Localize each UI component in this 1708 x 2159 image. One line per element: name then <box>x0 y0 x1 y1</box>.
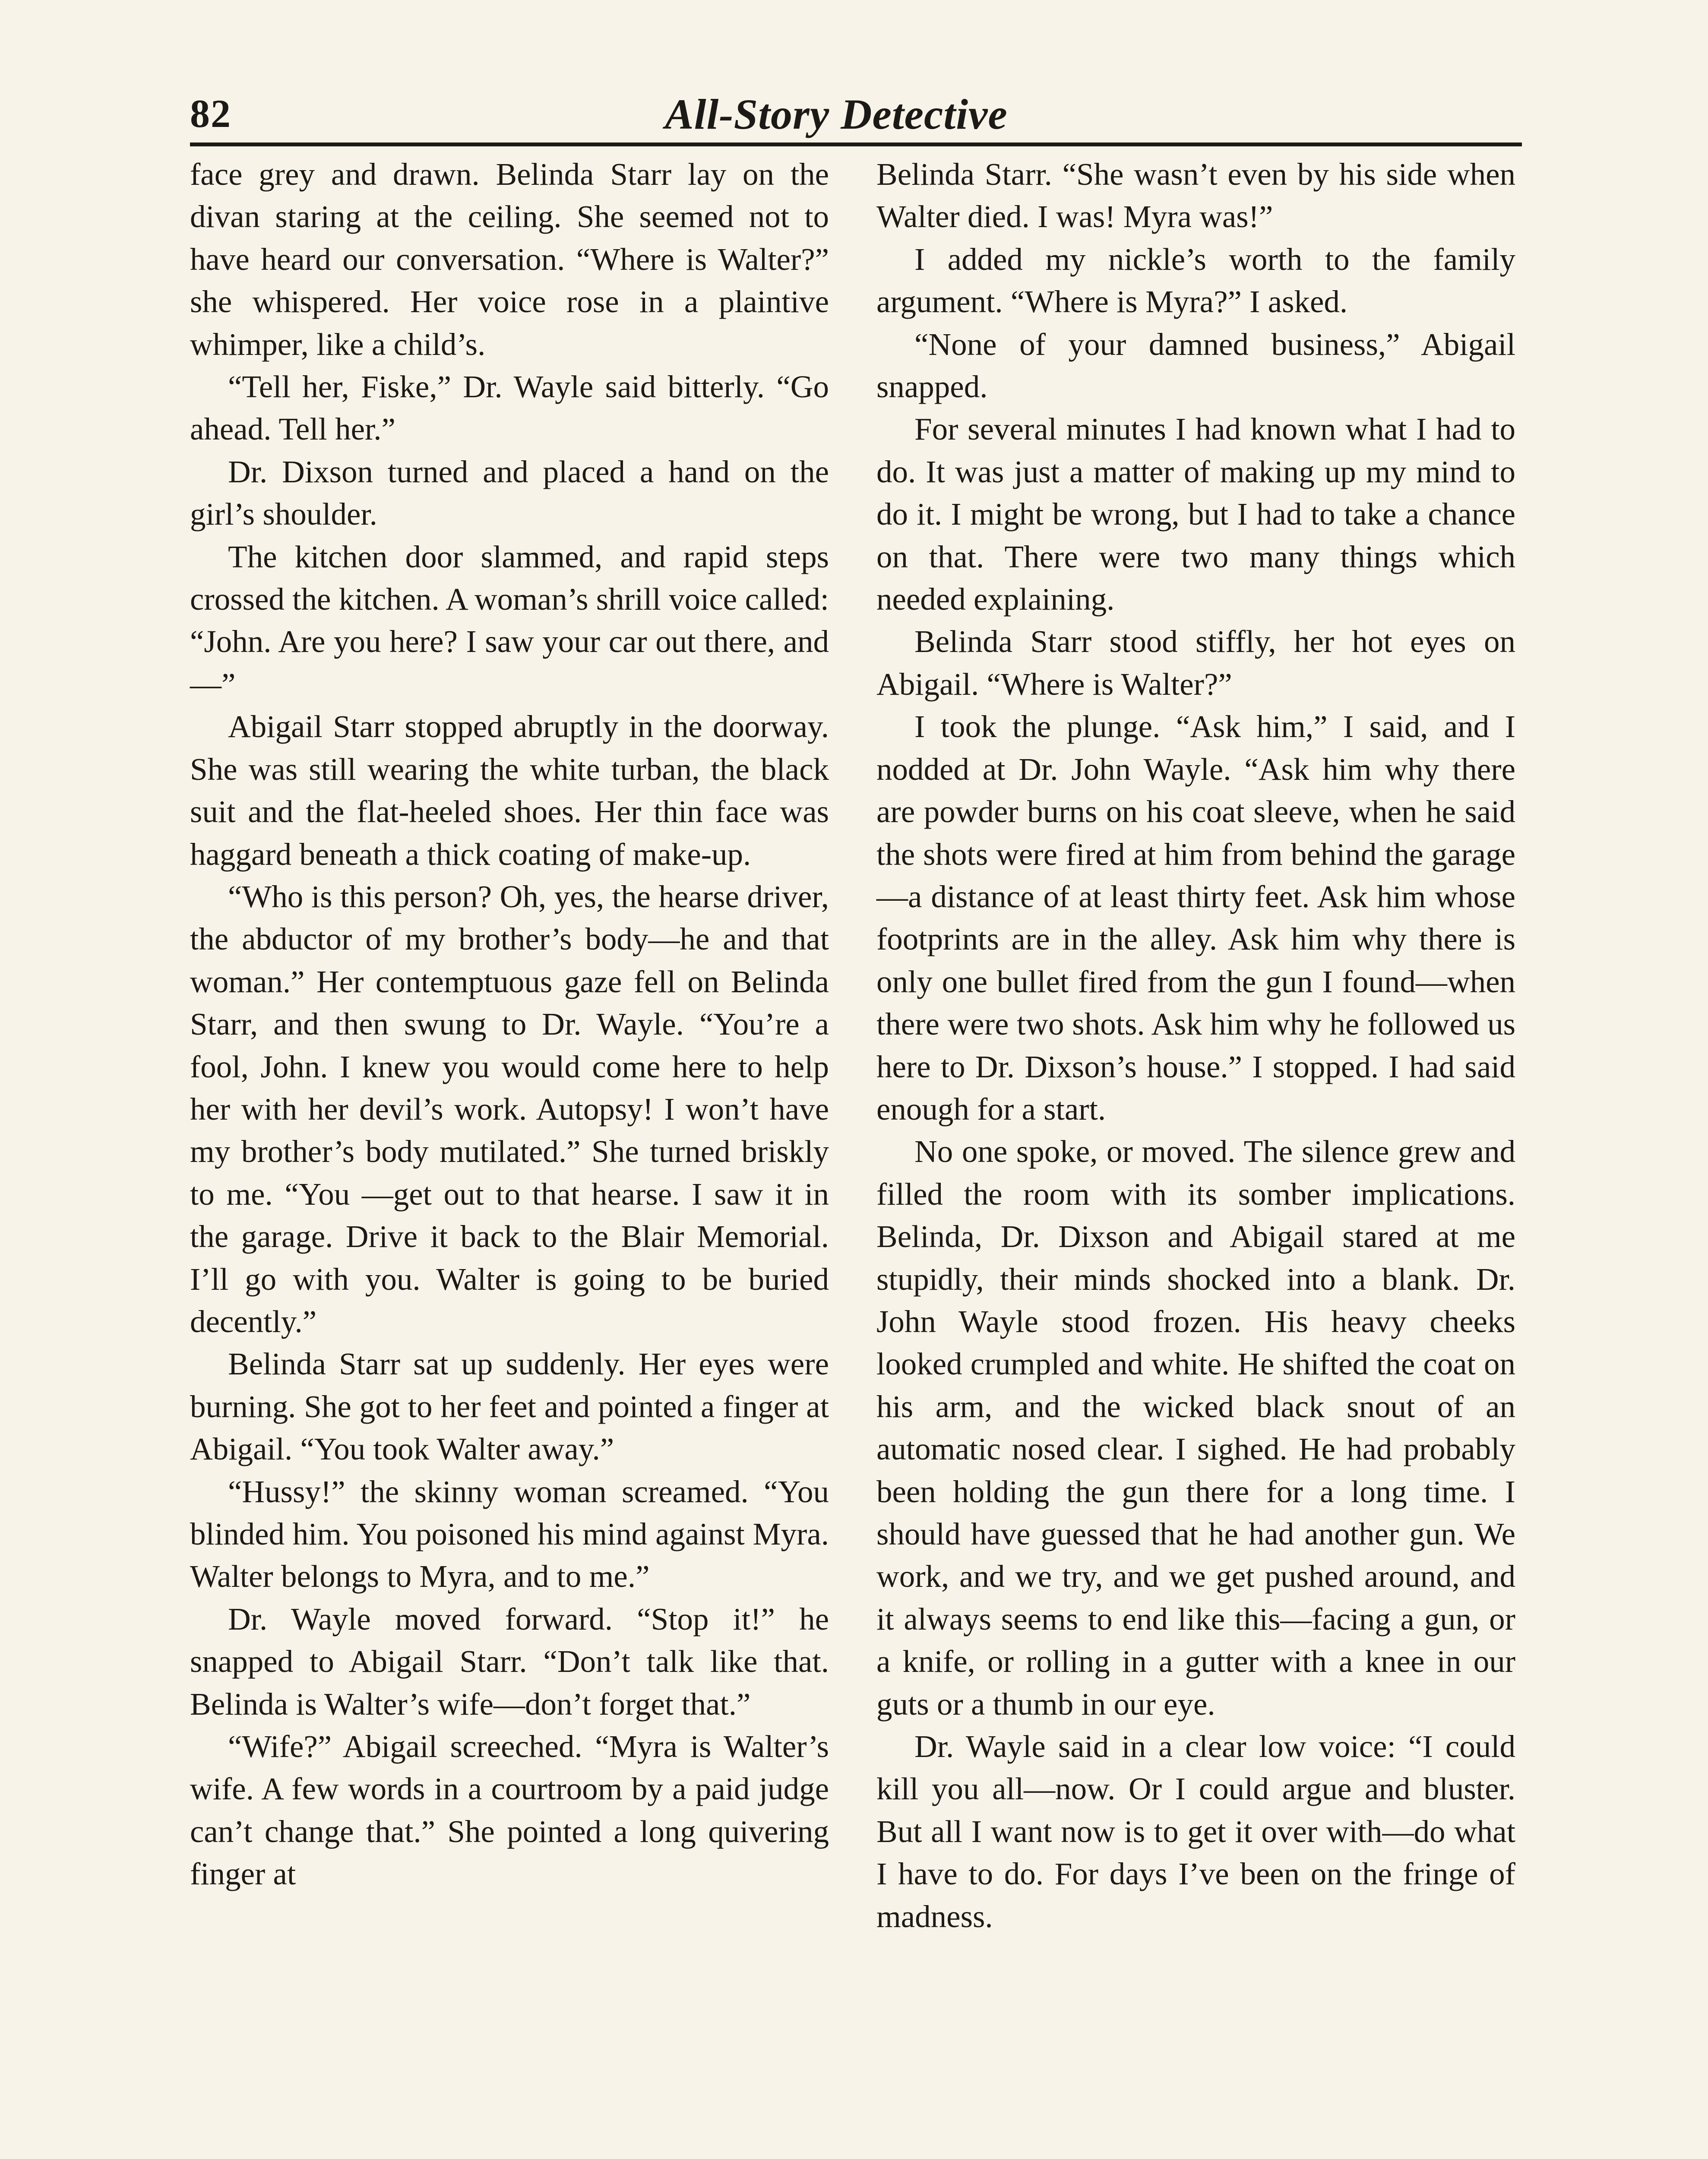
page-number: 82 <box>190 92 231 136</box>
paragraph: “Who is this person? Oh, yes, the hearse driver, the abductor of my brother’s body—he and that woman.” Her contemptuous gaze fell on Belinda Starr, and then swung to Dr. Wayle. “You’re a fool, John. I knew you would come here to help her with her devil’s work. Autopsy! I won’t have my brother’s body mutilated.” She turned briskly to me. “You —get out to that hearse. I saw it in the garage. Drive it back to the Blair Memorial. I’ll go with you. Walter is going to be buried decently.” <box>190 879 829 1339</box>
paragraph: face grey and drawn. Belinda Starr lay on the divan staring at the ceiling. She seemed not to have heard our conversation. “Where is Walter?” she whispered. Her voice rose in a plaintive whimper, like a child’s. <box>190 157 829 362</box>
left-column <box>190 153 829 1896</box>
paragraph: Dr. Wayle said in a clear low voice: “I could kill you all—now. Or I could argue and bluster. But all I want now is to get it over with—do what I have to do. For days I’ve been on the fringe of madness. <box>876 1729 1515 1934</box>
page-header <box>190 82 1522 146</box>
paragraph: “Hussy!” the skinny woman screamed. “You blinded him. You poisoned his mind against Myra. Walter belongs to Myra, and to me.” <box>190 1474 829 1594</box>
magazine-title: All-Story Detective <box>665 90 1008 138</box>
paragraph: Belinda Starr sat up suddenly. Her eyes were burning. She got to her feet and pointed a finger at Abigail. “You took Walter away.” <box>190 1346 829 1467</box>
paragraph: Dr. Dixson turned and placed a hand on the girl’s shoulder. <box>190 454 829 532</box>
paragraph: “Wife?” Abigail screeched. “Myra is Walter’s wife. A few words in a courtroom by a paid judge can’t change that.” She pointed a long quivering finger at <box>190 1729 829 1892</box>
paragraph: Belinda Starr stood stiffly, her hot eyes on Abigail. “Where is Walter?” <box>876 624 1515 702</box>
paragraph: I added my nickle’s worth to the family argument. “Where is Myra?” I asked. <box>876 241 1515 320</box>
paragraph: Abigail Starr stopped abruptly in the doorway. She was still wearing the white turban, the black suit and the flat-heeled shoes. Her thin face was haggard beneath a thick coating of make-up. <box>190 709 829 872</box>
paragraph: Dr. Wayle moved forward. “Stop it!” he snapped to Abigail Starr. “Don’t talk like that. Belinda is Walter’s wife—don’t forget that.” <box>190 1601 829 1722</box>
paragraph: For several minutes I had known what I had to do. It was just a matter of making up my mind to do it. I might be wrong, but I had to take a chance on that. There were two many things which needed explaining. <box>876 412 1515 617</box>
paragraph: “Tell her, Fiske,” Dr. Wayle said bitterly. “Go ahead. Tell her.” <box>190 369 829 447</box>
paragraph: Belinda Starr. “She wasn’t even by his side when Walter died. I was! Myra was!” <box>876 157 1515 234</box>
paragraph: “None of your damned business,” Abigail snapped. <box>876 326 1515 405</box>
paragraph: No one spoke, or moved. The silence grew and filled the room with its somber implications. Belinda, Dr. Dixson and Abigail stared at me stupidly, their minds shocked into a blank. Dr. John Wayle stood frozen. His heavy cheeks looked crumpled and white. He shifted the coat on his arm, and the wicked black snout of an automatic nosed clear. I sighed. He had probably been holding the gun there for a long time. I should have guessed that he had another gun. We work, and we try, and we get pushed around, and it always seems to end like this—facing a gun, or a knife, or rolling in a gutter with a knee in our guts or a thumb in our eye. <box>876 1134 1515 1722</box>
paragraph: I took the plunge. “Ask him,” I said, and I nodded at Dr. John Wayle. “Ask him why there are powder burns on his coat sleeve, when he said the shots were fired at him from behind the garage—a distance of at least thirty feet. Ask him whose footprints are in the alley. Ask him why there is only one bullet fired from the gun I found—when there were two shots. Ask him why he followed us here to Dr. Dixson’s house.” I stopped. I had said enough for a start. <box>876 709 1515 1127</box>
right-column <box>876 153 1515 1938</box>
paragraph: The kitchen door slammed, and rapid steps crossed the kitchen. A woman’s shrill voice called: “John. Are you here? I saw your car out there, and—” <box>190 539 829 702</box>
